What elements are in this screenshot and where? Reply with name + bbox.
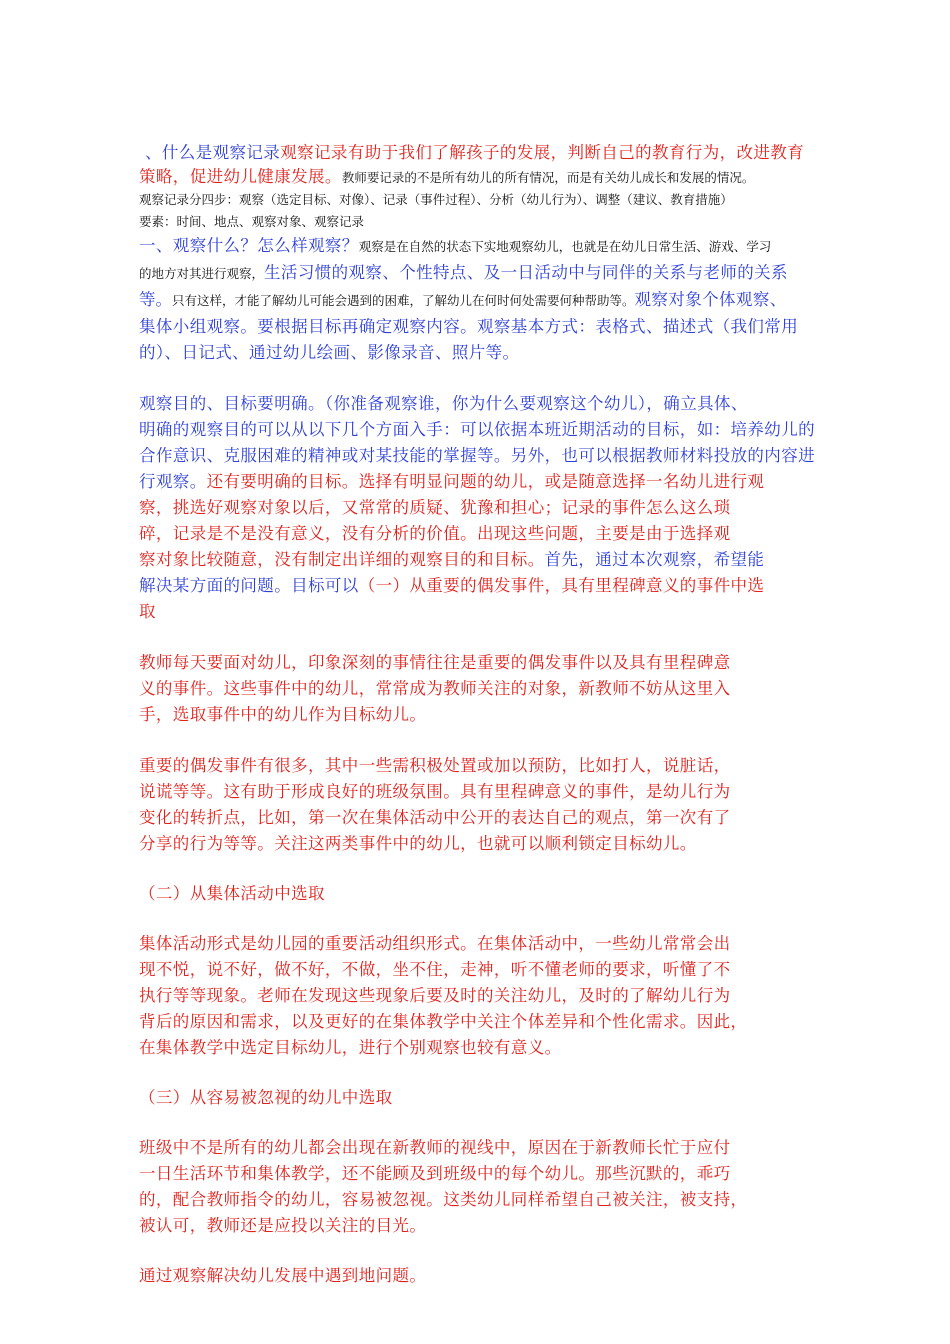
paragraph-line: 一日生活环节和集体教学，还不能顾及到班级中的每个幼儿。那些沉默的，乖巧 xyxy=(139,1164,731,1183)
section1-line-3-blue2: 观察对象个体观察、 xyxy=(634,290,787,309)
section2-line-2: 明确的观察目的可以从以下几个方面入手：可以依据本班近期活动的目标，如：培养幼儿的 xyxy=(139,420,815,439)
intro-heading-text: 观察记录有助于我们了解孩子的发展，判断自己的教育行为，改进教育 xyxy=(280,143,805,162)
intro-heading: 、什么是观察记录 xyxy=(145,143,281,162)
paragraph-line: 背后的原因和需求，以及更好的在集体教学中关注个体差异和个性化需求。因此， xyxy=(139,1012,748,1031)
section1-question: 一、观察什么？怎么样观察？ xyxy=(139,236,359,255)
paragraph-line: 的，配合教师指令的幼儿，容易被忽视。这类幼儿同样希望自己被关注，被支持， xyxy=(139,1190,748,1209)
section2-line-8-red: （一）从重要的偶发事件，具有里程碑意义的事件中选 xyxy=(358,576,765,595)
intro-elements: 要素：时间、地点、观察对象、观察记录 xyxy=(139,214,365,229)
paragraph-line: 集体活动形式是幼儿园的重要活动组织形式。在集体活动中，一些幼儿常常会出 xyxy=(139,934,731,953)
section2-line-7-blue: 首先，通过本次观察，希望能 xyxy=(544,550,765,569)
paragraph-line: 重要的偶发事件有很多，其中一些需积极处置或加以预防，比如打人，说脏话， xyxy=(139,756,731,775)
section1-line-4: 集体小组观察。要根据目标再确定观察内容。观察基本方式：表格式、描述式（我们常用 xyxy=(139,317,799,336)
intro-line-2 xyxy=(139,166,839,189)
section1-line-2-blue: 生活习惯的观察、个性特点、及一日活动中与同伴的关系与老师的关系 xyxy=(264,263,788,282)
intro-line-2-red: 策略，促进幼儿健康发展。 xyxy=(139,167,342,186)
intro-heading-line xyxy=(139,140,839,166)
intro-line-2-black: 教师要记录的不是所有幼儿的所有情况，而是有关幼儿成长和发展的情况。 xyxy=(341,170,755,185)
section2-line-1: 观察目的、目标要明确。（你准备观察谁，你为什么要观察这个幼儿），确立具体、 xyxy=(139,394,748,413)
paragraph-line: 说谎等等。这有助于形成良好的班级氛围。具有里程碑意义的事件，是幼儿行为 xyxy=(139,782,731,801)
section1-line-1-text: 观察是在自然的状态下实地观察幼儿，也就是在幼儿日常生活、游戏、学习 xyxy=(358,239,772,254)
section2-line-9: 取 xyxy=(139,602,156,621)
closing-line: 通过观察解决幼儿发展中遇到地问题。 xyxy=(139,1266,427,1285)
section2-line-7-red: 察对象比较随意，没有制定出详细的观察目的和目标。 xyxy=(139,550,545,569)
section1-line-3 xyxy=(139,287,839,314)
heading-two: （二）从集体活动中选取 xyxy=(139,884,325,903)
paragraph-line: 教师每天要面对幼儿，印象深刻的事情往往是重要的偶发事件以及具有里程碑意 xyxy=(139,653,731,672)
section1-line-5: 的）、日记式、通过幼儿绘画、影像录音、照片等。 xyxy=(139,343,520,362)
section2-line-7 xyxy=(139,547,839,573)
paragraph-incidents xyxy=(139,753,839,857)
section2-line-8-blue: 解决某方面的问题。目标可以 xyxy=(139,576,359,595)
paragraph-daily xyxy=(139,650,839,728)
paragraph-line: 执行等等现象。老师在发现这些现象后要及时的关注幼儿，及时的了解幼儿行为 xyxy=(139,986,731,1005)
paragraph-line: 分享的行为等等。关注这两类事件中的幼儿，也就可以顺利锁定目标幼儿。 xyxy=(139,834,697,853)
section1-line-2 xyxy=(139,260,839,287)
document-page xyxy=(139,140,839,1289)
paragraph-line: 手，选取事件中的幼儿作为目标幼儿。 xyxy=(139,705,427,724)
paragraph-line: 现不悦，说不好，做不好，不做，坐不住，走神，听不懂老师的要求，听懂了不 xyxy=(139,960,731,979)
section1-line-3-black: 只有这样，才能了解幼儿可能会遇到的困难，了解幼儿在何时何处需要何种帮助等。 xyxy=(172,293,635,308)
section2-line-4 xyxy=(139,469,839,495)
intro-steps: 观察记录分四步：观察（选定目标、对像）、记录（事件过程）、分析（幼儿行为）、调整（建议、教育措施） xyxy=(139,192,733,207)
paragraph-group xyxy=(139,931,839,1061)
paragraph-line: 变化的转折点，比如，第一次在集体活动中公开的表达自己的观点，第一次有了 xyxy=(139,808,731,827)
section2-line-5: 察，挑选好观察对象以后，又常常的质疑、犹豫和担心；记录的事件怎么这么琐 xyxy=(139,498,731,517)
section2-line-8 xyxy=(139,573,839,599)
section1-line-3-blue: 等。 xyxy=(139,290,172,309)
section1-line-1 xyxy=(139,233,839,260)
paragraph-line: 班级中不是所有的幼儿都会出现在新教师的视线中，原因在于新教师长忙于应付 xyxy=(139,1138,731,1157)
section1-line-2-black: 的地方对其进行观察， xyxy=(139,266,265,281)
paragraph-ignored xyxy=(139,1135,839,1239)
section2-line-4-blue: 行观察。 xyxy=(139,472,207,491)
section2-line-6: 碎，记录是不是没有意义，没有分析的价值。出现这些问题，主要是由于选择观 xyxy=(139,524,731,543)
section2-line-3: 合作意识、克服困难的精神或对某技能的掌握等。另外，也可以根据教师材料投放的内容进 xyxy=(139,446,815,465)
heading-three: （三）从容易被忽视的幼儿中选取 xyxy=(139,1088,393,1107)
paragraph-line: 在集体教学中选定目标幼儿，进行个别观察也较有意义。 xyxy=(139,1038,562,1057)
section2-line-4-red: 还有要明确的目标。选择有明显问题的幼儿，或是随意选择一名幼儿进行观 xyxy=(206,472,765,491)
paragraph-line: 义的事件。这些事件中的幼儿，常常成为教师关注的对象，新教师不妨从这里入 xyxy=(139,679,731,698)
paragraph-line: 被认可，教师还是应投以关注的目光。 xyxy=(139,1216,427,1235)
